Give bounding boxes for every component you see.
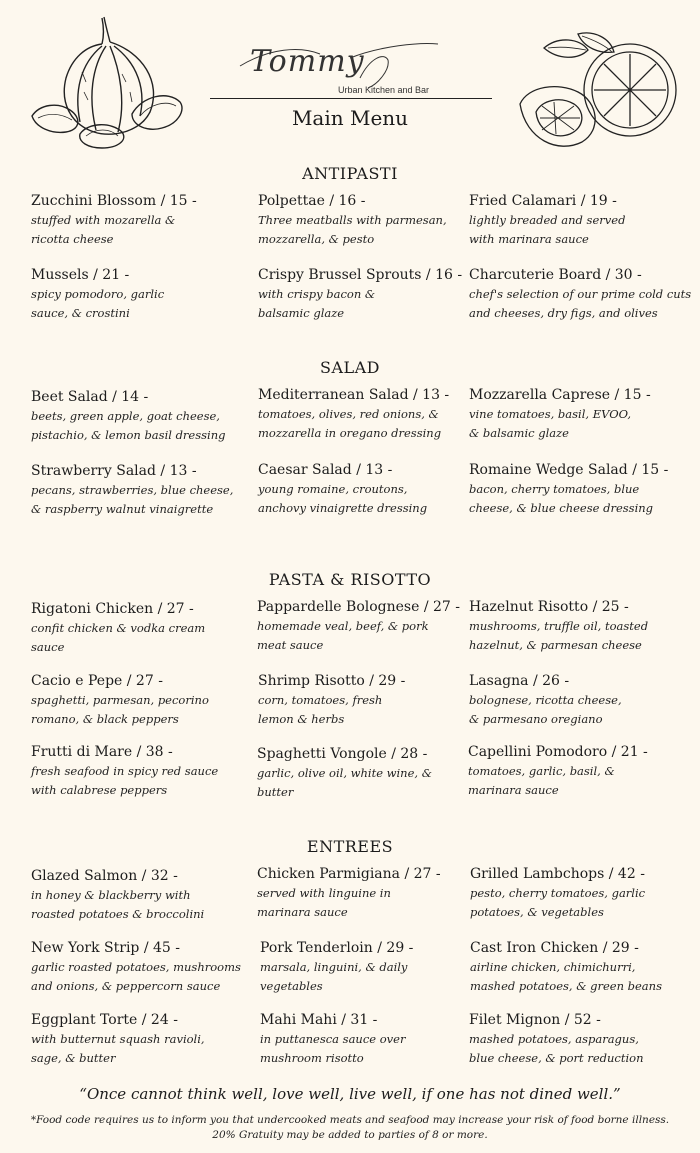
menu-item-desc: spicy pomodoro, garlic — [31, 287, 165, 301]
menu-item-desc: pecans, strawberries, blue cheese, — [31, 483, 234, 497]
section-title-antipasti: ANTIPASTI — [302, 164, 398, 183]
menu-item-desc: fresh seafood in spicy red sauce — [31, 764, 219, 778]
menu-item — [31, 1011, 266, 1068]
menu-item-desc: mashed potatoes, & green beans — [470, 979, 662, 993]
menu-item-desc: with butternut squash ravioli, — [31, 1032, 205, 1046]
menu-item-desc: tomatoes, olives, red onions, & — [258, 407, 439, 421]
menu-item-name: Filet Mignon / 52 - — [469, 1012, 601, 1028]
menu-item — [258, 266, 493, 323]
menu-item-desc: bolognese, ricotta cheese, — [469, 693, 622, 707]
menu-item-desc: with marinara sauce — [469, 232, 589, 246]
menu-item-name: Shrimp Risotto / 29 - — [258, 673, 406, 689]
menu-item-desc: mashed potatoes, asparagus, — [469, 1032, 639, 1046]
gratuity-notice: 20% Gratuity may be added to parties of 8 or more. — [212, 1129, 488, 1141]
menu-item-desc: tomatoes, garlic, basil, & — [468, 764, 615, 778]
menu-item-name: Pappardelle Bolognese / 27 - — [257, 599, 461, 615]
menu-item — [469, 386, 700, 443]
menu-item-name: Romaine Wedge Salad / 15 - — [469, 462, 669, 478]
menu-item-desc: beets, green apple, goat cheese, — [31, 409, 220, 423]
menu-item — [31, 462, 266, 519]
menu-item-desc: garlic, olive oil, white wine, & — [257, 766, 432, 780]
section-title-pasta: PASTA & RISOTTO — [268, 570, 432, 589]
page-title: Main Menu — [291, 106, 409, 130]
menu-item — [470, 865, 700, 922]
menu-item-name: Chicken Parmigiana / 27 - — [257, 866, 441, 882]
menu-item-desc: pistachio, & lemon basil dressing — [31, 428, 226, 442]
menu-item — [469, 266, 700, 323]
menu-item — [260, 1011, 495, 1068]
menu-item — [257, 745, 492, 802]
menu-item-desc: romano, & black peppers — [31, 712, 179, 726]
menu-item-name: New York Strip / 45 - — [31, 940, 181, 956]
menu-item-desc: stuffed with mozarella & — [31, 213, 176, 227]
menu-item — [470, 939, 700, 996]
menu-item-name: Mozzarella Caprese / 15 - — [469, 387, 651, 403]
menu-item — [469, 672, 700, 729]
menu-item — [469, 598, 700, 655]
menu-item-desc: balsamic glaze — [258, 306, 345, 320]
menu-item — [31, 388, 266, 445]
logo-divider — [210, 98, 492, 99]
menu-item-desc: lightly breaded and served — [469, 213, 626, 227]
menu-item — [31, 192, 266, 249]
menu-item-desc: roasted potatoes & broccolini — [31, 907, 205, 921]
menu-item-name: Beet Salad / 14 - — [31, 389, 149, 405]
menu-item-desc: chef's selection of our prime cold cuts — [469, 287, 692, 301]
menu-item — [31, 266, 266, 323]
menu-item-name: Caesar Salad / 13 - — [258, 462, 393, 478]
menu-item-name: Mediterranean Salad / 13 - — [258, 387, 450, 403]
logo-script-text: Tommy — [250, 44, 365, 79]
menu-item-name: Hazelnut Risotto / 25 - — [469, 599, 629, 615]
menu-item-desc: with crispy bacon & — [258, 287, 376, 301]
menu-item-desc: Three meatballs with parmesan, — [258, 213, 447, 227]
menu-item — [31, 867, 266, 924]
menu-item-desc: blue cheese, & port reduction — [469, 1051, 644, 1065]
menu-item — [258, 672, 493, 729]
menu-item-desc: in puttanesca sauce over — [260, 1032, 406, 1046]
menu-item-name: Crispy Brussel Sprouts / 16 - — [258, 267, 463, 283]
menu-item-name: Grilled Lambchops / 42 - — [470, 866, 645, 882]
menu-item-desc: homemade veal, beef, & pork — [257, 619, 429, 633]
menu-item-desc: bacon, cherry tomatoes, blue — [469, 482, 640, 496]
menu-item — [469, 461, 700, 518]
garlic-illustration — [22, 12, 192, 152]
menu-item-desc: mozzarella, & pesto — [258, 232, 375, 246]
menu-item — [260, 939, 495, 996]
menu-item-desc: & parmesano oregiano — [469, 712, 603, 726]
menu-item-desc: mushroom risotto — [260, 1051, 364, 1065]
menu-item-desc: marinara sauce — [257, 905, 348, 919]
menu-item-name: Spaghetti Vongole / 28 - — [257, 746, 428, 762]
menu-item-desc: sage, & butter — [31, 1051, 116, 1065]
lemon-illustration — [518, 30, 690, 158]
menu-item — [31, 600, 266, 657]
menu-item-desc: vine tomatoes, basil, EVOO, — [469, 407, 632, 421]
menu-item-name: Glazed Salmon / 32 - — [31, 868, 178, 884]
menu-item — [258, 386, 493, 443]
menu-item-desc: served with linguine in — [257, 886, 391, 900]
menu-item-desc: spaghetti, parmesan, pecorino — [31, 693, 209, 707]
menu-item-desc: sauce, & crostini — [31, 306, 130, 320]
menu-item — [469, 1011, 700, 1068]
menu-item-name: Fried Calamari / 19 - — [469, 193, 617, 209]
menu-item — [258, 192, 493, 249]
menu-item-desc: mozzarella in oregano dressing — [258, 426, 442, 440]
menu-item-name: Strawberry Salad / 13 - — [31, 463, 197, 479]
menu-item — [257, 598, 492, 655]
menu-item-name: Pork Tenderloin / 29 - — [260, 940, 414, 956]
restaurant-logo — [210, 38, 492, 104]
menu-item — [468, 743, 700, 800]
menu-item-desc: airline chicken, chimichurri, — [470, 960, 636, 974]
menu-item-desc: marinara sauce — [468, 783, 559, 797]
menu-item-desc: & balsamic glaze — [469, 426, 569, 440]
menu-item-desc: mushrooms, truffle oil, toasted — [469, 619, 649, 633]
menu-item-name: Eggplant Torte / 24 - — [31, 1012, 178, 1028]
menu-item — [258, 461, 493, 518]
menu-item-name: Mahi Mahi / 31 - — [260, 1012, 378, 1028]
menu-item-desc: potatoes, & vegetables — [470, 905, 604, 919]
menu-item-desc: ricotta cheese — [31, 232, 114, 246]
menu-item-name: Mussels / 21 - — [31, 267, 130, 283]
menu-item-name: Rigatoni Chicken / 27 - — [31, 601, 194, 617]
food-code-notice: *Food code requires us to inform you that undercooked meats and seafood may increase your risk of food borne illness. — [30, 1114, 670, 1126]
menu-item-desc: garlic roasted potatoes, mushrooms — [31, 960, 241, 974]
menu-item-name: Polpettae / 16 - — [258, 193, 366, 209]
section-title-salad: SALAD — [319, 358, 381, 377]
menu-item-desc: meat sauce — [257, 638, 324, 652]
menu-item-desc: marsala, linguini, & daily — [260, 960, 408, 974]
menu-item-desc: confit chicken & vodka cream — [31, 621, 206, 635]
menu-item-name: Zucchini Blossom / 15 - — [31, 193, 197, 209]
menu-item-desc: cheese, & blue cheese dressing — [469, 501, 654, 515]
menu-item-desc: lemon & herbs — [258, 712, 345, 726]
menu-item-desc: and onions, & peppercorn sauce — [31, 979, 221, 993]
menu-item-desc: vegetables — [260, 979, 323, 993]
menu-item-desc: anchovy vinaigrette dressing — [258, 501, 428, 515]
menu-item — [31, 939, 266, 996]
section-title-entrees: ENTREES — [306, 837, 394, 856]
footer-quote: “Once cannot think well, love well, live well, if one has not dined well.” — [79, 1085, 621, 1103]
menu-item-name: Charcuterie Board / 30 - — [469, 267, 642, 283]
menu-item-desc: and cheeses, dry figs, and olives — [469, 306, 658, 320]
menu-item — [469, 192, 700, 249]
menu-item-name: Capellini Pomodoro / 21 - — [468, 744, 648, 760]
menu-item — [31, 743, 266, 800]
menu-item-desc: pesto, cherry tomatoes, garlic — [470, 886, 646, 900]
menu-item-desc: & raspberry walnut vinaigrette — [31, 502, 214, 516]
menu-item-name: Cast Iron Chicken / 29 - — [470, 940, 639, 956]
menu-item-name: Frutti di Mare / 38 - — [31, 744, 173, 760]
menu-item-desc: with calabrese peppers — [31, 783, 168, 797]
menu-item — [31, 672, 266, 729]
menu-item-desc: in honey & blackberry with — [31, 888, 191, 902]
menu-item-name: Cacio e Pepe / 27 - — [31, 673, 163, 689]
menu-item-desc: hazelnut, & parmesan cheese — [469, 638, 642, 652]
menu-item-desc: young romaine, croutons, — [258, 482, 408, 496]
menu-item-desc: sauce — [31, 640, 65, 654]
menu-item — [257, 865, 492, 922]
logo-subtitle: Urban Kitchen and Bar — [338, 85, 430, 95]
menu-item-name: Lasagna / 26 - — [469, 673, 570, 689]
menu-item-desc: corn, tomatoes, fresh — [258, 693, 383, 707]
menu-item-desc: butter — [257, 785, 294, 799]
